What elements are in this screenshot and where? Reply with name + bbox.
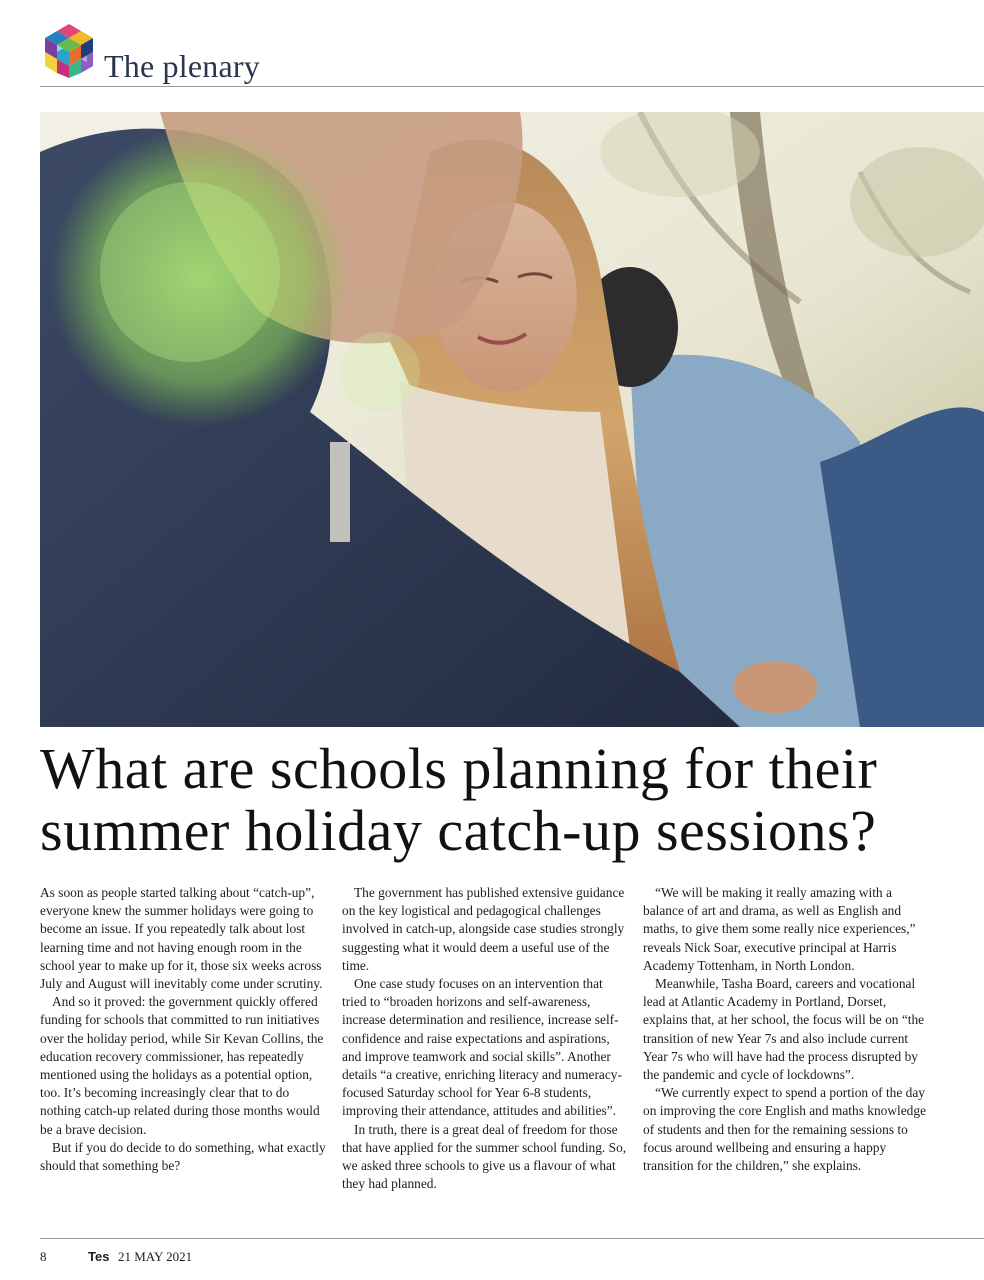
- article-column-2: [342, 884, 630, 1193]
- body-paragraph: As soon as people started talking about “catch-up”, everyone knew the summer holidays were going to become an issue. If you repeatedly talk about lost learning time and not having enough room in the school year to make up for it, those six weeks across July and August will inevitably come under scrutiny.: [40, 885, 323, 992]
- body-paragraph: The government has published extensive guidance on the key logistical and pedagogical challenges involved in catch-up, alongside case studies strongly suggesting what it would deem a useful use of the time.: [342, 885, 625, 973]
- section-title: The plenary: [104, 48, 260, 84]
- publication-brand: Tes: [88, 1249, 110, 1264]
- headline-line-2: summer holiday catch-up sessions?: [40, 798, 877, 863]
- geometric-cube-logo-icon: [40, 22, 98, 80]
- body-paragraph: And so it proved: the government quickly offered funding for schools that committed to run initiatives over the holiday period, while Sir Kevan Collins, the education recovery commissioner, has repeatedly mentioned using the holidays as a potential option, too. It’s becoming increasingly clear that to do nothing catch-up related during those months would be a brave decision.: [40, 994, 324, 1137]
- article-headline: [40, 738, 984, 862]
- page-number: 8: [40, 1249, 47, 1264]
- body-paragraph: Meanwhile, Tasha Board, careers and vocational lead at Atlantic Academy in Portland, Dorset, explains that, at her school, the focus will be on “the transition of new Year 7s and also include current Year 7s who will have had the process disrupted by the pandemic and cycle of lockdowns”.: [643, 976, 925, 1083]
- body-paragraph: “We will be making it really amazing with a balance of art and drama, as well as English and maths, to give them some really nice experiences,” reveals Nick Soar, executive principal at Harris Academy Tottenham, in North London.: [643, 885, 916, 973]
- page-footer: [40, 1238, 984, 1269]
- body-paragraph: But if you do decide to do something, what exactly should that something be?: [40, 1139, 326, 1174]
- issue-date: 21 MAY 2021: [118, 1249, 193, 1264]
- article-column-1: [40, 884, 328, 1175]
- body-paragraph: One case study focuses on an intervention that tried to “broaden horizons and self-awareness, increase determination and resilience, increase self-confidence and raise expectations and aspirations, and improve teamwork and social skills”. Another details “a creative, enriching literacy and numeracy-focused Saturday school for Year 6-8 students, improving their attendance, attitudes and abilities”.: [342, 976, 622, 1119]
- headline-line-1: What are schools planning for their: [40, 736, 878, 801]
- body-paragraph: “We currently expect to spend a portion of the day on improving the core English and maths knowledge of students and then for the remaining sessions to focus around wellbeing and ensuring a happy transition for the children,” she explains.: [643, 1085, 927, 1174]
- article-column-3: [643, 884, 931, 1175]
- article-body: [40, 884, 984, 1230]
- photo-illustration: [40, 112, 984, 727]
- body-paragraph: In truth, there is a great deal of freedom for those that have applied for the summer school funding. So, we asked three schools to give us a flavour of what they had planned.: [342, 1121, 627, 1192]
- page-header: [40, 18, 984, 87]
- students-outdoors-photo: [40, 112, 984, 727]
